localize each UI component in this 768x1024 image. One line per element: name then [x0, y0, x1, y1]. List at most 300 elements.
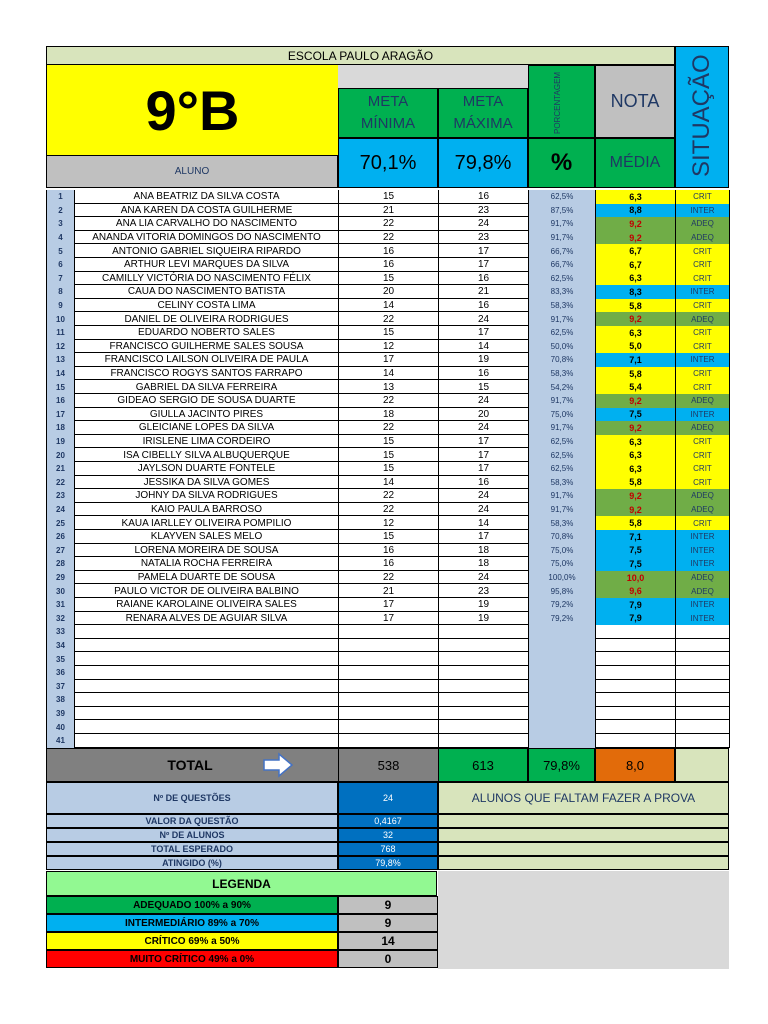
nota-cell: 9,2: [596, 394, 676, 408]
meta-minima-cell: 12: [339, 340, 439, 354]
percentage-cell: 58,3%: [529, 367, 596, 381]
meta-minima-cell: 14: [339, 299, 439, 313]
row-number: 17: [47, 408, 75, 422]
percentage-cell: [529, 734, 596, 748]
meta-minima-cell: 22: [339, 217, 439, 231]
percentage-cell: 87,5%: [529, 204, 596, 218]
student-name: NATALIA ROCHA FERREIRA: [75, 557, 339, 571]
nota-cell: 9,2: [596, 231, 676, 245]
summary-value: 79,8%: [338, 856, 438, 870]
meta-minima-cell: 14: [339, 476, 439, 490]
meta-maxima-cell: 24: [439, 489, 529, 503]
nota-cell: [596, 666, 676, 680]
table-row: [46, 625, 729, 639]
summary-value: 768: [338, 842, 438, 856]
meta-minima-cell: 16: [339, 258, 439, 272]
row-number: 38: [47, 693, 75, 707]
nota-cell: 9,6: [596, 584, 676, 598]
meta-maxima-cell: 16: [439, 190, 529, 204]
table-row: [46, 503, 729, 517]
row-number: 15: [47, 380, 75, 394]
class-name: 9°B: [46, 65, 338, 155]
row-number: 6: [47, 258, 75, 272]
total-max: 613: [438, 748, 528, 782]
student-name: FRANCISCO LAILSON OLIVEIRA DE PAULA: [75, 353, 339, 367]
student-name: [75, 720, 339, 734]
legend-count: 14: [338, 932, 438, 950]
row-number: 39: [47, 707, 75, 721]
meta-minima-cell: 15: [339, 190, 439, 204]
student-name: [75, 707, 339, 721]
table-row: [46, 231, 729, 245]
percentage-cell: 91,7%: [529, 489, 596, 503]
faltam-cell: [438, 814, 729, 828]
student-name: CAUA DO NASCIMENTO BATISTA: [75, 285, 339, 299]
student-name: FRANCISCO ROGYS SANTOS FARRAPO: [75, 367, 339, 381]
table-row: [46, 421, 729, 435]
situacao-cell: [676, 693, 730, 707]
faltam-cell: [438, 828, 729, 842]
meta-minima-cell: 22: [339, 571, 439, 585]
percentage-cell: 100,0%: [529, 571, 596, 585]
table-row: [46, 680, 729, 694]
meta-maxima-cell: [439, 693, 529, 707]
summary-value: 0,4167: [338, 814, 438, 828]
row-number: 33: [47, 625, 75, 639]
percentage-cell: 62,5%: [529, 190, 596, 204]
summary-label: Nº DE ALUNOS: [46, 828, 338, 842]
situacao-cell: INTER: [676, 285, 730, 299]
meta-maxima-cell: 24: [439, 421, 529, 435]
meta-minima-cell: [339, 734, 439, 748]
nota-cell: 8,8: [596, 204, 676, 218]
nota-cell: 9,2: [596, 503, 676, 517]
percentage-cell: 79,2%: [529, 598, 596, 612]
nota-cell: 6,3: [596, 435, 676, 449]
row-number: 25: [47, 516, 75, 530]
nota-cell: 9,2: [596, 312, 676, 326]
nota-cell: 9,2: [596, 217, 676, 231]
legend-count: 9: [338, 914, 438, 932]
table-row: [46, 340, 729, 354]
situacao-cell: [676, 720, 730, 734]
meta-minima-cell: [339, 707, 439, 721]
meta-minima-value: 70,1%: [338, 138, 438, 188]
situacao-cell: INTER: [676, 204, 730, 218]
row-number: 34: [47, 639, 75, 653]
percentage-cell: 58,3%: [529, 516, 596, 530]
student-name: KAUA IARLLEY OLIVEIRA POMPILIO: [75, 516, 339, 530]
percentage-cell: 91,7%: [529, 503, 596, 517]
situacao-cell: CRIT: [676, 435, 730, 449]
table-row: [46, 476, 729, 490]
row-number: 12: [47, 340, 75, 354]
situacao-cell: ADEQ: [676, 231, 730, 245]
row-number: 11: [47, 326, 75, 340]
meta-minima-cell: [339, 680, 439, 694]
situacao-cell: INTER: [676, 598, 730, 612]
table-row: [46, 217, 729, 231]
nota-cell: 5,8: [596, 367, 676, 381]
row-number: 5: [47, 244, 75, 258]
nota-cell: [596, 693, 676, 707]
total-pct: 79,8%: [528, 748, 595, 782]
meta-maxima-cell: [439, 680, 529, 694]
meta-maxima-cell: 23: [439, 584, 529, 598]
legend-label: MUITO CRÍTICO 49% a 0%: [46, 950, 338, 968]
meta-maxima-cell: 16: [439, 272, 529, 286]
situacao-cell: CRIT: [676, 299, 730, 313]
meta-maxima-cell: [439, 734, 529, 748]
questoes-label: Nº DE QUESTÕES: [46, 782, 338, 814]
percentage-cell: 75,0%: [529, 544, 596, 558]
student-name: ANANDA VITORIA DOMINGOS DO NASCIMENTO: [75, 231, 339, 245]
nota-cell: 5,8: [596, 516, 676, 530]
student-name: PAULO VICTOR DE OLIVEIRA BALBINO: [75, 584, 339, 598]
meta-minima-cell: [339, 652, 439, 666]
meta-minima-cell: 12: [339, 516, 439, 530]
table-row: [46, 693, 729, 707]
meta-minima-cell: [339, 639, 439, 653]
table-row: [46, 557, 729, 571]
table-row: [46, 462, 729, 476]
meta-minima-cell: 22: [339, 394, 439, 408]
meta-maxima-cell: 16: [439, 367, 529, 381]
student-name: [75, 666, 339, 680]
percentage-cell: [529, 720, 596, 734]
row-number: 9: [47, 299, 75, 313]
situacao-cell: [676, 639, 730, 653]
percentage-cell: 50,0%: [529, 340, 596, 354]
meta-maxima-value: 79,8%: [438, 138, 528, 188]
meta-minima-cell: 20: [339, 285, 439, 299]
percentage-cell: [529, 652, 596, 666]
situacao-cell: [676, 625, 730, 639]
situacao-cell: ADEQ: [676, 421, 730, 435]
student-name: FRANCISCO GUILHERME SALES SOUSA: [75, 340, 339, 354]
meta-maxima-cell: 23: [439, 204, 529, 218]
meta-minima-cell: 15: [339, 435, 439, 449]
meta-maxima-cell: 24: [439, 571, 529, 585]
percentage-cell: 62,5%: [529, 448, 596, 462]
summary-label: VALOR DA QUESTÃO: [46, 814, 338, 828]
legend-count: 0: [338, 950, 438, 968]
meta-maxima-cell: 14: [439, 340, 529, 354]
percentage-cell: 91,7%: [529, 231, 596, 245]
porcentagem-header-cell: [528, 65, 595, 138]
nota-cell: 7,5: [596, 408, 676, 422]
percentage-cell: 70,8%: [529, 530, 596, 544]
student-name: [75, 693, 339, 707]
row-number: 23: [47, 489, 75, 503]
table-row: [46, 380, 729, 394]
table-row: [46, 258, 729, 272]
meta-maxima-cell: 23: [439, 231, 529, 245]
student-name: CELINY COSTA LIMA: [75, 299, 339, 313]
row-number: 28: [47, 557, 75, 571]
student-name: ANA BEATRIZ DA SILVA COSTA: [75, 190, 339, 204]
meta-maxima-cell: 18: [439, 557, 529, 571]
nota-cell: [596, 680, 676, 694]
student-name: IRISLENE LIMA CORDEIRO: [75, 435, 339, 449]
nota-cell: 6,3: [596, 462, 676, 476]
nota-cell: 7,1: [596, 530, 676, 544]
meta-maxima-cell: 24: [439, 312, 529, 326]
situacao-cell: ADEQ: [676, 489, 730, 503]
meta-minima-cell: 17: [339, 598, 439, 612]
nota-cell: 6,3: [596, 190, 676, 204]
table-row: [46, 571, 729, 585]
situacao-cell: ADEQ: [676, 394, 730, 408]
row-number: 32: [47, 612, 75, 626]
nota-cell: 7,9: [596, 598, 676, 612]
situacao-cell: ADEQ: [676, 503, 730, 517]
meta-maxima-cell: 17: [439, 530, 529, 544]
nota-cell: 6,3: [596, 448, 676, 462]
meta-maxima-cell: [439, 666, 529, 680]
nota-cell: 7,1: [596, 353, 676, 367]
student-name: [75, 734, 339, 748]
porcentagem-header: PORCENTAGEM: [553, 71, 562, 134]
faltam-cell: [438, 856, 729, 870]
meta-minima-cell: [339, 693, 439, 707]
situacao-cell: CRIT: [676, 190, 730, 204]
meta-maxima-cell: [439, 639, 529, 653]
situacao-cell: ADEQ: [676, 312, 730, 326]
legend-label: CRÍTICO 69% a 50%: [46, 932, 338, 950]
situacao-cell: [676, 680, 730, 694]
nota-cell: 6,3: [596, 272, 676, 286]
student-name: JAYLSON DUARTE FONTELE: [75, 462, 339, 476]
student-name: JOHNY DA SILVA RODRIGUES: [75, 489, 339, 503]
meta-minima-cell: 13: [339, 380, 439, 394]
meta-maxima-cell: [439, 720, 529, 734]
row-number: 4: [47, 231, 75, 245]
situacao-cell: ADEQ: [676, 571, 730, 585]
row-number: 14: [47, 367, 75, 381]
total-media: 8,0: [595, 748, 675, 782]
nota-cell: [596, 625, 676, 639]
table-row: [46, 326, 729, 340]
row-number: 41: [47, 734, 75, 748]
table-row: [46, 734, 729, 748]
media-header: MÉDIA: [595, 138, 675, 188]
percentage-cell: [529, 680, 596, 694]
row-number: 35: [47, 652, 75, 666]
student-name: CAMILLY VICTÓRIA DO NASCIMENTO FÉLIX: [75, 272, 339, 286]
student-name: EDUARDO NOBERTO SALES: [75, 326, 339, 340]
student-name: GIULLA JACINTO PIRES: [75, 408, 339, 422]
situacao-cell: INTER: [676, 530, 730, 544]
percentage-cell: 66,7%: [529, 244, 596, 258]
situacao-cell: CRIT: [676, 462, 730, 476]
meta-maxima-cell: 24: [439, 394, 529, 408]
meta-maxima-cell: 17: [439, 244, 529, 258]
meta-maxima-cell: 19: [439, 598, 529, 612]
summary-label: ATINGIDO (%): [46, 856, 338, 870]
table-row: [46, 435, 729, 449]
percentage-cell: 62,5%: [529, 272, 596, 286]
table-row: [46, 299, 729, 313]
legend-title: LEGENDA: [46, 871, 437, 896]
meta-minima-cell: 16: [339, 544, 439, 558]
nota-cell: [596, 639, 676, 653]
meta-maxima-cell: [439, 652, 529, 666]
nota-cell: 5,0: [596, 340, 676, 354]
table-row: [46, 707, 729, 721]
situacao-cell: ADEQ: [676, 584, 730, 598]
table-row: [46, 639, 729, 653]
percentage-cell: 75,0%: [529, 408, 596, 422]
meta-minima-cell: [339, 666, 439, 680]
meta-maxima-cell: 19: [439, 612, 529, 626]
table-row: [46, 244, 729, 258]
nota-cell: [596, 707, 676, 721]
situacao-cell: INTER: [676, 544, 730, 558]
percentage-cell: 62,5%: [529, 462, 596, 476]
meta-maxima-cell: 17: [439, 462, 529, 476]
table-row: [46, 190, 729, 204]
meta-maxima-cell: 19: [439, 353, 529, 367]
nota-cell: [596, 720, 676, 734]
situacao-header: SITUAÇÃO: [688, 54, 715, 177]
student-name: RAIANE KAROLAINE OLIVEIRA SALES: [75, 598, 339, 612]
nota-cell: 6,7: [596, 244, 676, 258]
meta-minima-cell: 15: [339, 530, 439, 544]
meta-maxima-cell: 16: [439, 476, 529, 490]
table-row: [46, 312, 729, 326]
row-number: 10: [47, 312, 75, 326]
table-row: [46, 448, 729, 462]
student-name: GLEICIANE LOPES DA SILVA: [75, 421, 339, 435]
percentage-cell: 70,8%: [529, 353, 596, 367]
percentage-cell: [529, 707, 596, 721]
meta-minima-header: META MÍNIMA: [338, 88, 438, 138]
meta-minima-cell: 16: [339, 244, 439, 258]
situacao-cell: CRIT: [676, 326, 730, 340]
student-name: KLAYVEN SALES MELO: [75, 530, 339, 544]
meta-minima-cell: 22: [339, 503, 439, 517]
situacao-cell: CRIT: [676, 258, 730, 272]
situacao-cell: CRIT: [676, 476, 730, 490]
nota-cell: 7,9: [596, 612, 676, 626]
percentage-cell: 83,3%: [529, 285, 596, 299]
percentage-cell: [529, 625, 596, 639]
row-number: 22: [47, 476, 75, 490]
student-name: ISA CIBELLY SILVA ALBUQUERQUE: [75, 448, 339, 462]
table-row: [46, 666, 729, 680]
row-number: 27: [47, 544, 75, 558]
student-name: DANIEL DE OLIVEIRA RODRIGUES: [75, 312, 339, 326]
row-number: 31: [47, 598, 75, 612]
percentage-cell: 66,7%: [529, 258, 596, 272]
row-number: 21: [47, 462, 75, 476]
total-label: TOTAL: [167, 757, 213, 773]
student-name: ANA LIA CARVALHO DO NASCIMENTO: [75, 217, 339, 231]
nota-cell: 6,3: [596, 326, 676, 340]
percent-symbol: %: [528, 138, 595, 188]
meta-minima-cell: 21: [339, 584, 439, 598]
meta-maxima-cell: [439, 625, 529, 639]
situacao-cell: INTER: [676, 612, 730, 626]
row-number: 19: [47, 435, 75, 449]
percentage-cell: 95,8%: [529, 584, 596, 598]
student-name: KAIO PAULA BARROSO: [75, 503, 339, 517]
student-name: RENARA ALVES DE AGUIAR SILVA: [75, 612, 339, 626]
row-number: 37: [47, 680, 75, 694]
meta-minima-cell: 22: [339, 421, 439, 435]
meta-minima-cell: [339, 625, 439, 639]
situacao-cell: CRIT: [676, 272, 730, 286]
meta-maxima-cell: [439, 707, 529, 721]
total-situacao: [675, 748, 729, 782]
student-name: [75, 625, 339, 639]
situacao-cell: [676, 652, 730, 666]
meta-minima-cell: 15: [339, 326, 439, 340]
school-title: ESCOLA PAULO ARAGÃO: [46, 46, 675, 65]
meta-minima-cell: 16: [339, 557, 439, 571]
table-row: [46, 544, 729, 558]
row-number: 36: [47, 666, 75, 680]
meta-maxima-cell: 15: [439, 380, 529, 394]
percentage-cell: 62,5%: [529, 326, 596, 340]
situacao-cell: CRIT: [676, 367, 730, 381]
meta-minima-cell: 22: [339, 489, 439, 503]
nota-cell: 7,5: [596, 557, 676, 571]
situacao-cell: CRIT: [676, 244, 730, 258]
meta-minima-cell: 15: [339, 272, 439, 286]
percentage-cell: 91,7%: [529, 217, 596, 231]
percentage-cell: 91,7%: [529, 312, 596, 326]
legend-label: ADEQUADO 100% a 90%: [46, 896, 338, 914]
percentage-cell: 58,3%: [529, 476, 596, 490]
meta-maxima-cell: 16: [439, 299, 529, 313]
nota-cell: 6,7: [596, 258, 676, 272]
meta-minima-cell: 21: [339, 204, 439, 218]
meta-minima-cell: 22: [339, 312, 439, 326]
table-row: [46, 584, 729, 598]
nota-header: NOTA: [595, 65, 675, 138]
meta-minima-cell: 15: [339, 448, 439, 462]
faltam-label: ALUNOS QUE FALTAM FAZER A PROVA: [438, 782, 729, 814]
situacao-cell: INTER: [676, 557, 730, 571]
row-number: 24: [47, 503, 75, 517]
row-number: 2: [47, 204, 75, 218]
situacao-cell: INTER: [676, 408, 730, 422]
student-name: GABRIEL DA SILVA FERREIRA: [75, 380, 339, 394]
table-row: [46, 408, 729, 422]
gray-top-min: [338, 65, 438, 88]
situacao-cell: INTER: [676, 353, 730, 367]
student-name: ANTONIO GABRIEL SIQUEIRA RIPARDO: [75, 244, 339, 258]
table-row: [46, 367, 729, 381]
situacao-cell: [676, 734, 730, 748]
meta-maxima-cell: 17: [439, 326, 529, 340]
arrow-right-icon: [263, 752, 293, 778]
legend-count: 9: [338, 896, 438, 914]
student-name: [75, 652, 339, 666]
nota-cell: 8,3: [596, 285, 676, 299]
percentage-cell: 58,3%: [529, 299, 596, 313]
meta-minima-cell: 14: [339, 367, 439, 381]
percentage-cell: 91,7%: [529, 421, 596, 435]
meta-maxima-cell: 17: [439, 435, 529, 449]
situacao-cell: [676, 666, 730, 680]
table-row: [46, 612, 729, 626]
meta-minima-cell: 18: [339, 408, 439, 422]
student-name: GIDEAO SERGIO DE SOUSA DUARTE: [75, 394, 339, 408]
row-number: 40: [47, 720, 75, 734]
